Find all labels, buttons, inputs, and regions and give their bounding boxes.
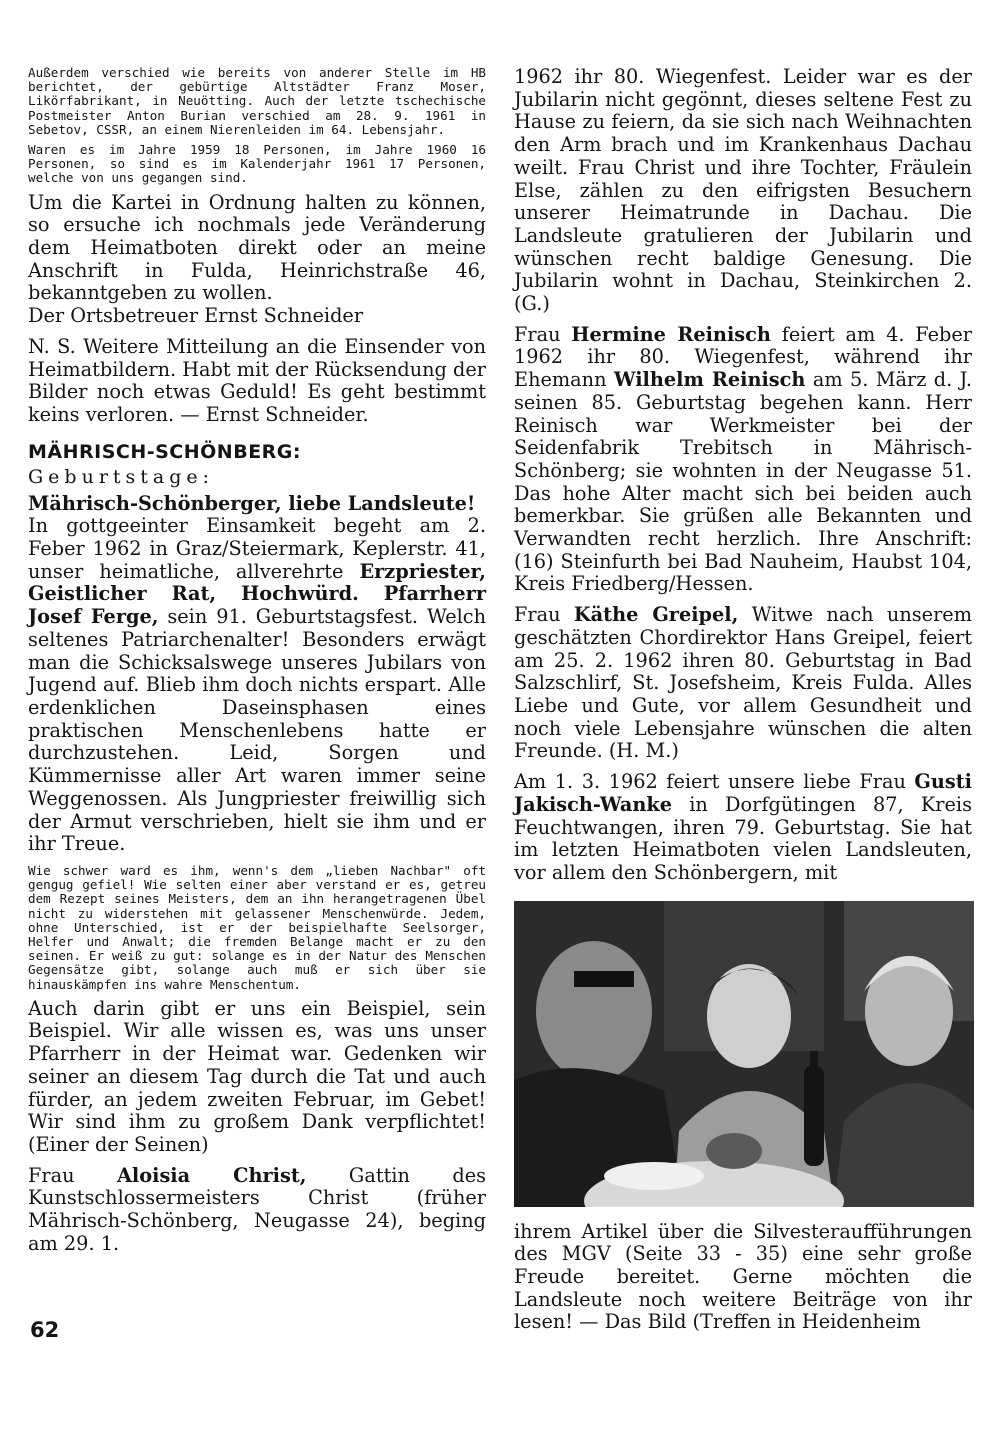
salutation: Mährisch-Schönberger, liebe Landsleute! [28,491,476,515]
ferge-name: Erzpriester, Geistlicher Rat, Hochwürd. Pfarrherr Josef Ferge, [28,559,486,629]
paragraph-greipel [514,604,972,763]
right-column [514,66,972,1342]
paragraph-jakisch-cont: ihrem Artikel über die Silvesteraufführungen des MGV (Seite 33 - 35) eine sehr große Freude bereitet. Gerne möchten die Landsleute noch weitere Beiträge von ihr lesen! — Das Bild (Treffen in Heidenheim [514,1219,972,1334]
paragraph-ferge-small: Wie schwer ward es ihm, wenn's dem „lieben Nachbar" oft gengug gefiel! Wie selten einer aber verstand er es, getreu dem Rezept seines Meisters, dem an ihn herangetragenen Übel nicht zu widerstehen mit gelassener Menschenwürde. Jedem, ohne Unterschied, ist er der beispielhafte Seelsorger, Helfer und Anwalt; die fremden Belange macht er zu den seinen. Er weiß zu gut: solange es in der Natur des Menschen Gegensätze gibt, solange auch muß er sich über sie hinauskämpfen ins wahre Menschentum. [28,862,486,992]
jakisch-name: Gusti Jakisch-Wanke [514,770,972,816]
jakisch-text-a: Am 1. 3. 1962 feiert unsere liebe Frau [514,770,915,794]
section-heading: MÄHRISCH-SCHÖNBERG: [28,440,301,463]
paragraph-obituary: Außerdem verschied wie bereits von anderer Stelle im HB berichtet, der gebürtige Altstädter Franz Moser, Likörfabrikant, in Neuötting. Auch der letzte tschechische Postmeister Anton Burian verschied am 28. 9. 1961 in Sebetov, CSSR, an einem Nierenleiden im 64. Lebensjahr. [28,65,486,137]
photo-illustration [514,901,974,1207]
greipel-text-b: Witwe nach unserem geschätzten Chordirektor Hans Greipel, feiert am 25. 2. 1962 ihren 80. Geburtstag in Bad Salzschlirf, St. Josefsheim, Kreis Fulda. Alles Liebe und Gute, vor allem Gesundheit und noch viele Lebensjahre wünschen die alten Freunde. (H. M.) [514,603,972,763]
section-subheading: Geburtstage: [28,465,215,488]
paragraph-christ-cont: 1962 ihr 80. Wiegenfest. Leider war es der Jubilarin nicht gegönnt, dieses seltene Fest zu Hause zu feiern, da sie sich nach Weihnachten den Arm brach und im Krankenhaus Dachau weilt. Frau Christ und ihre Tochter, Fräulein Else, zählen zu den eifrigsten Besuchern unserer Heimatrunde in Dachau. Die Landsleute gratulieren der Jubilarin und wünschen recht baldige Genesung. Die Jubilarin wohnt in Dachau, Steinkirchen 2. (G.) [514,65,972,316]
kartei-text: Um die Kartei in Ordnung halten zu können, so ersuche ich nochmals jede Veränderung dem Heimatboten direkt oder an meine Anschrift in Fulda, Heinrichstraße 46, bekanntgeben zu wollen. [28,190,486,305]
paragraph-ns: N. S. Weitere Mitteilung an die Einsender von Heimatbildern. Habt mit der Rücksendung der Bilder noch etwas Geduld! Es geht bestimmt keins verloren. — Ernst Schneider. [28,334,486,426]
reinisch-name-hermine: Hermine Reinisch [571,322,771,346]
ferge-text-a: In gottgeeinter Einsamkeit begeht am 2. Feber 1962 in Graz/Steiermark, Keplerstr. 41, unser heimatliche, allverehrte [28,514,486,583]
signature-ortsbetreuer: Der Ortsbetreuer Ernst Schneider [28,304,364,328]
paragraph-kartei [28,192,486,328]
paragraph-reinisch [514,324,972,596]
reinisch-text-b: feiert am 4. Feber 1962 ihr 80. Wiegenfest, während ihr Ehemann [514,322,973,392]
christ-text-a: Frau [28,1163,117,1187]
christ-name: Aloisia Christ, [116,1163,307,1187]
paragraph-beispiel: Auch darin gibt er uns ein Beispiel, sein Beispiel. Wir alle wissen es, was uns unser Pfarrherr in der Heimat war. Gedenken wir seiner an diesem Tag durch die Tat und auch fürder, an jedem zweiten Februar, im Gebet! Wir sind ihm zu großem Dank verpflichtet! (Einer der Seinen) [28,996,486,1156]
group-photo [514,901,974,1207]
paragraph-ferge [28,515,486,856]
greipel-name: Käthe Greipel, [573,603,739,627]
left-column [28,66,486,1263]
ferge-text-b: sein 91. Geburtstagsfest. Welch seltenes Patriarchenalter! Besonders erwägt man die Schicksalswege unseres Jubilars von Jugend auf. Blieb ihm doch nichts erspart. Alle erdenklichen Daseinsphasen eines praktischen Menschenlebens hatte er durchzustehen. Leid, Sorgen und Kümmernisse aller Art waren immer seine Weggenossen. Als Jungpriester freiwillig sich der Armut verschrieben, hielt sie ihm und er ihr Treue. [28,605,486,856]
reinisch-text-c: am 5. März d. J. seinen 85. Geburtstag begehen kann. Herr Reinisch war Werkmeister bei der Seidenfabrik Trebitsch in Mährisch-Schönberg; sie wohnten in der Neugasse 51. Das hohe Alter macht sich bei beiden auch bemerkbar. Sie grüßen alle Bekannten und Verwandten recht herzlich. Ihre Anschrift: (16) Steinfurth bei Bad Nauheim, Haubst 104, Kreis Friedberg/Hessen. [514,368,972,596]
page-number: 62 [30,1318,60,1342]
paragraph-christ [28,1165,486,1256]
paragraph-jakisch [514,771,972,885]
jakisch-text-b: in Dorfgütingen 87, Kreis Feuchtwangen, ihren 79. Geburtstag. Sie hat im letzten Heimatboten vielen Landsleuten, vor allem den Schönbergern, mit [514,792,972,884]
paragraph-statistics: Waren es im Jahre 1959 18 Personen, im Jahre 1960 16 Personen, so sind es im Kalenderjahr 1961 17 Personen, welche von uns gegangen sind. [28,142,486,186]
christ-text-b: Gattin des Kunstschlossermeisters Christ (früher Mährisch-Schönberg, Neugasse 24), beging am 29. 1. [28,1163,486,1255]
greipel-text-a: Frau [514,603,574,627]
reinisch-text-a: Frau [514,322,572,346]
reinisch-name-wilhelm: Wilhelm Reinisch [613,368,806,392]
